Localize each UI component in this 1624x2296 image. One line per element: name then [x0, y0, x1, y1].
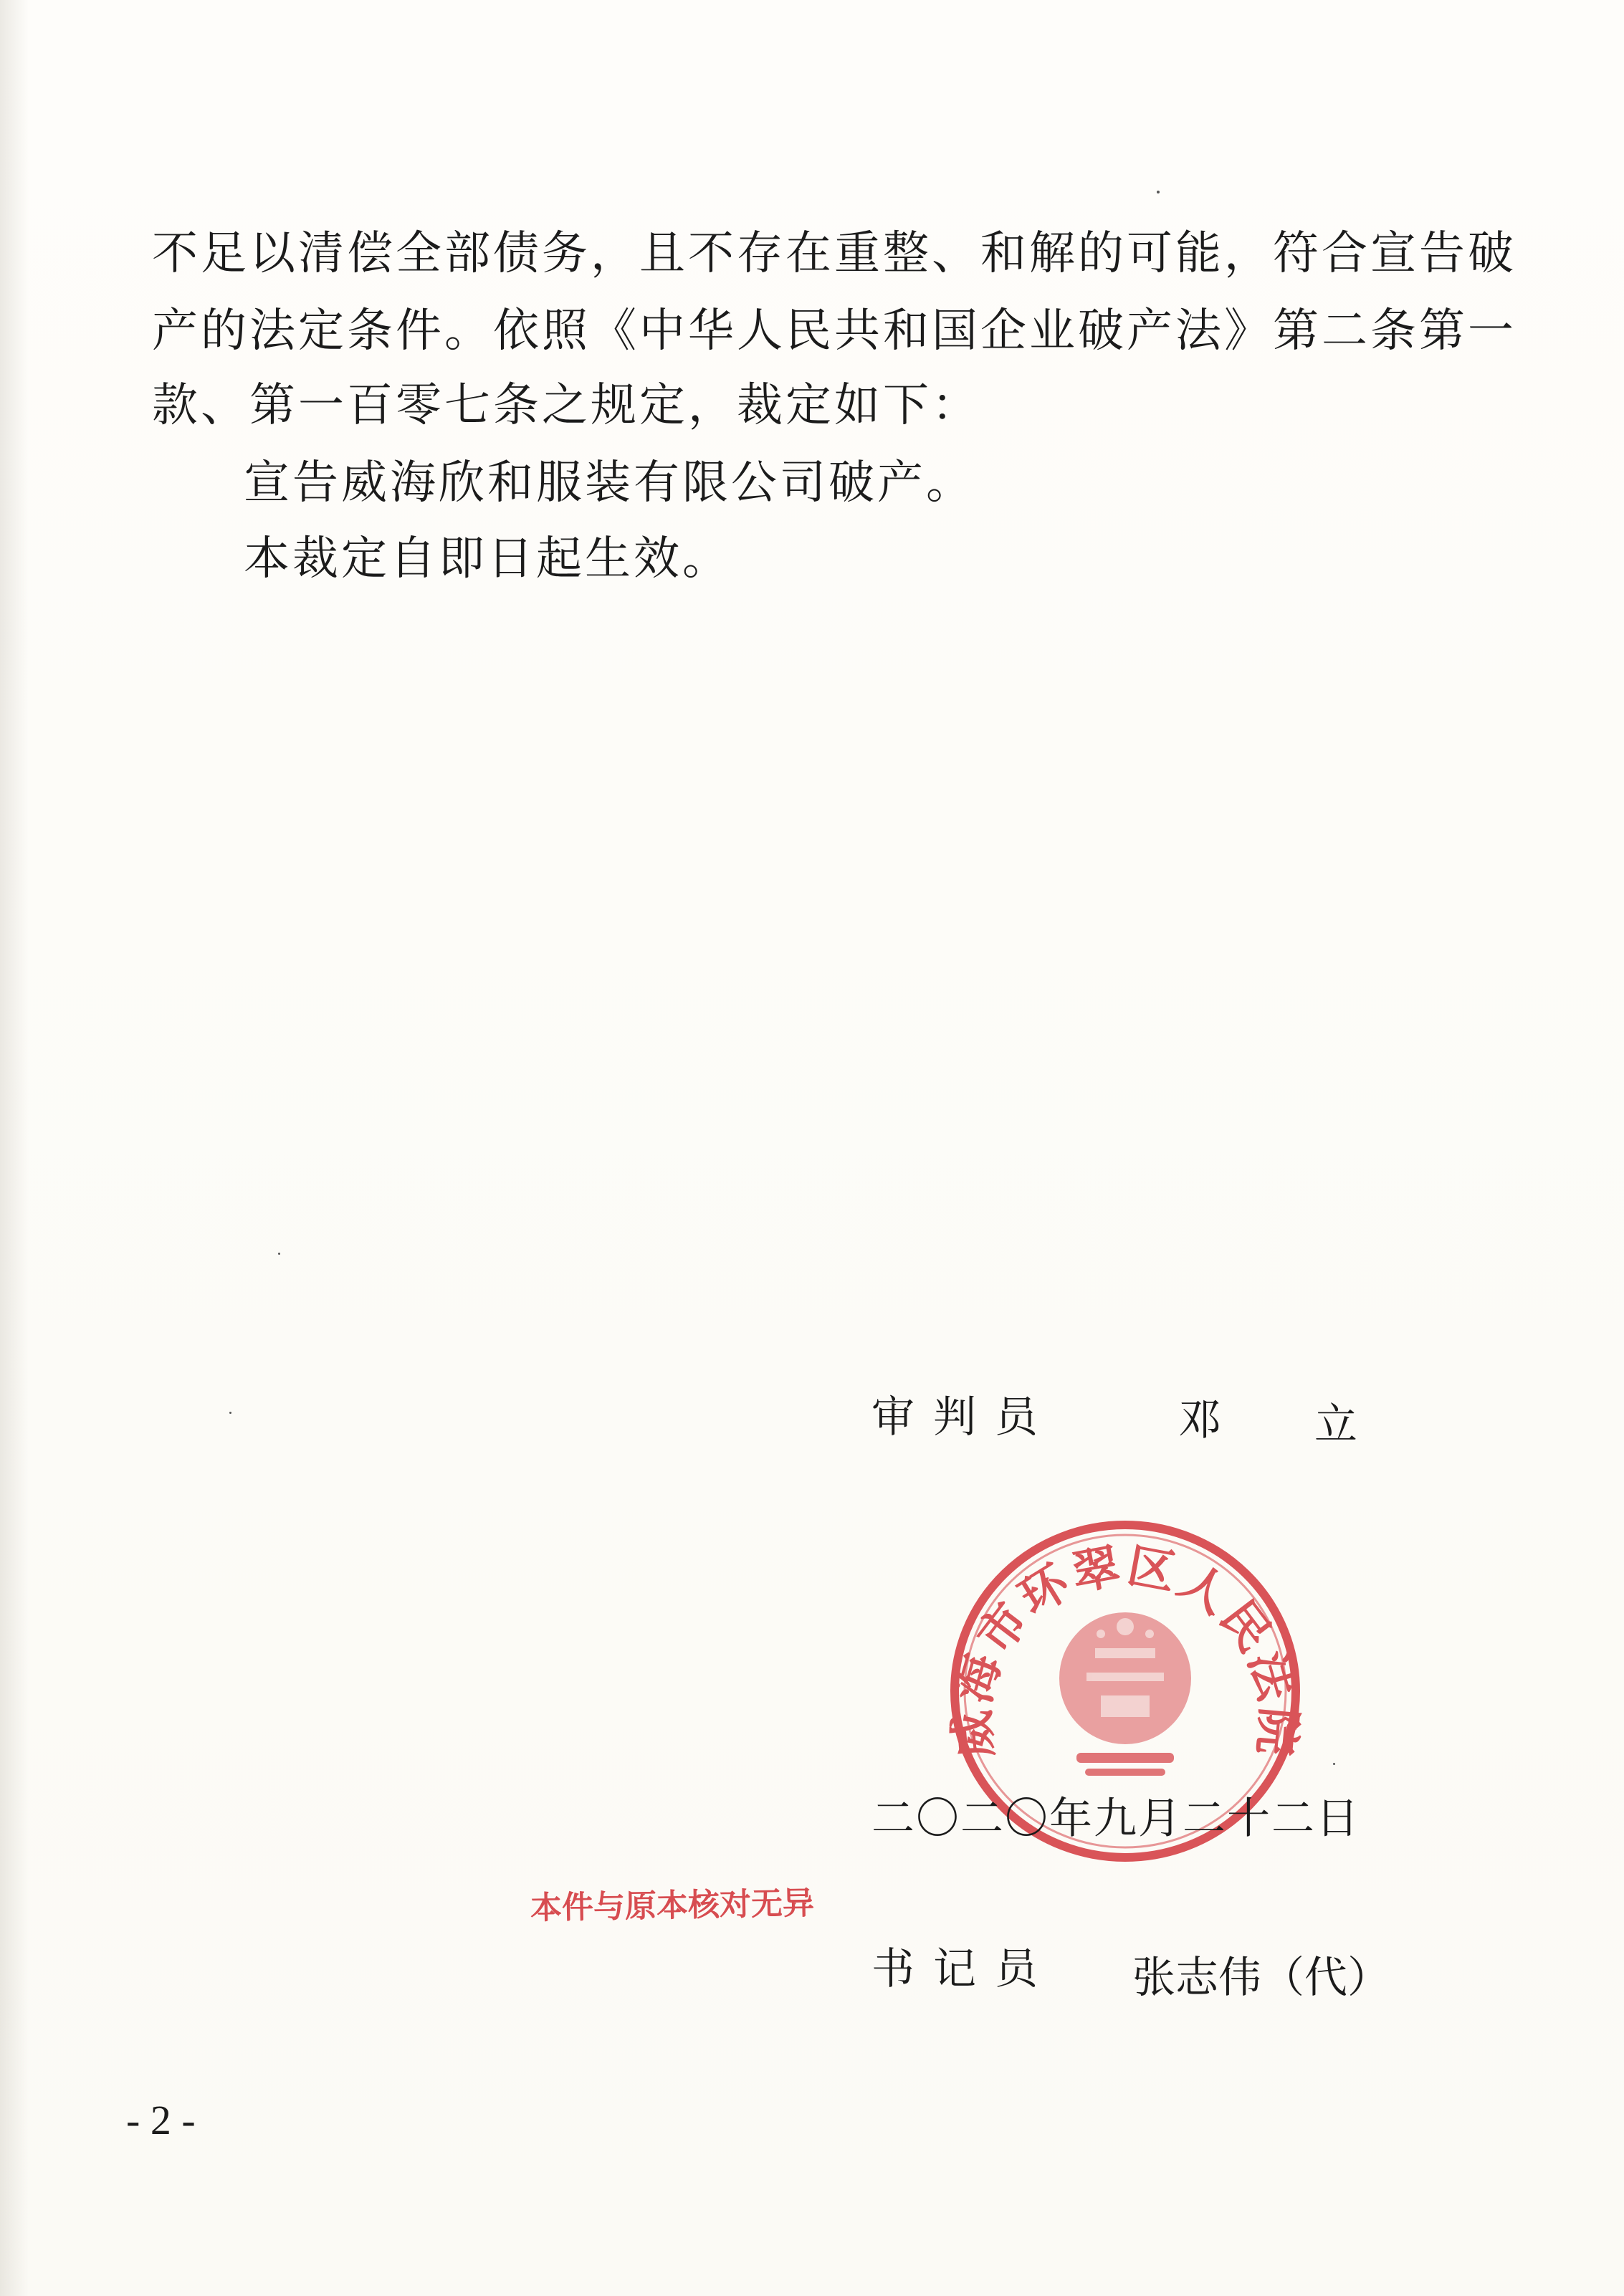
- paper-speck: [229, 1412, 231, 1414]
- ruling-text: 宣告威海欣和服装有限公司破产。: [244, 456, 975, 510]
- paper-speck: [1333, 1763, 1335, 1765]
- clerk-name: 张志伟（代）: [1132, 1953, 1390, 2003]
- paper-speck: [1157, 191, 1160, 193]
- judge-name-surname: 邓: [1178, 1395, 1221, 1445]
- body-line-2: 产的法定条件。依照《中华人民共和国企业破产法》第二条第一: [152, 305, 1516, 358]
- judge-label: 审判员: [871, 1392, 1056, 1443]
- body-line-3: 款、第一百零七条之规定，裁定如下：: [152, 379, 980, 432]
- paper-speck: [278, 1253, 280, 1255]
- ruling-date: 二〇二〇年九月二十二日: [871, 1794, 1360, 1844]
- body-line-1: 不足以清偿全部债务，且不存在重整、和解的可能，符合宣告破: [152, 227, 1516, 280]
- page-number: - 2 -: [126, 2097, 196, 2143]
- seal-text: 威海市环翠区人民法院: [942, 1537, 1308, 1761]
- effective-text: 本裁定自即日起生效。: [244, 532, 731, 585]
- judge-name-given: 立: [1314, 1400, 1357, 1450]
- certification-stamp: 本件与原本核对无异: [530, 1885, 815, 1927]
- page-edge-shadow: [0, 0, 29, 2296]
- clerk-label: 书记员: [871, 1944, 1056, 1994]
